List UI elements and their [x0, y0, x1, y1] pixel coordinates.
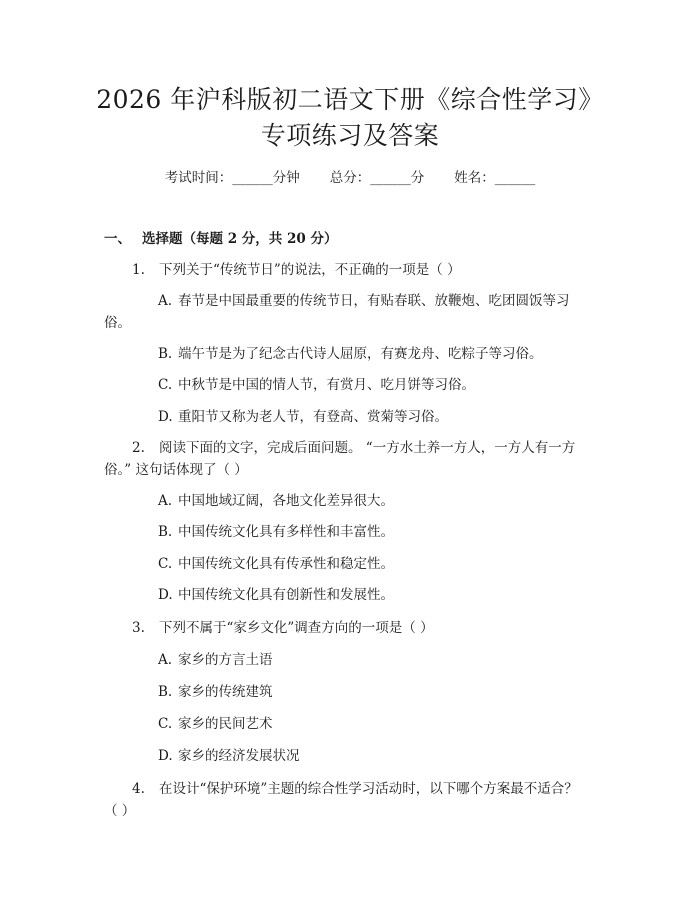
option-letter: D. — [158, 587, 173, 603]
question-4-stem-continued: （ ） — [104, 803, 136, 819]
option-text: 春节是中国最重要的传统节日，有贴春联、放鞭炮、吃团圆饭等习 — [178, 293, 570, 309]
section-heading — [104, 229, 337, 249]
section-title: 选择题（每题 2 分，共 20 分） — [142, 231, 338, 247]
option-letter: C. — [158, 556, 173, 572]
exam-info — [0, 168, 700, 188]
option-letter: C. — [158, 377, 173, 393]
exam-time-field: 考试时间：______分钟 — [164, 170, 300, 186]
question-number: 4. — [132, 781, 145, 797]
question-3-option-d — [158, 746, 300, 766]
option-letter: B. — [158, 346, 173, 362]
question-3-option-b — [158, 682, 273, 702]
question-1-option-d — [158, 407, 448, 427]
question-number: 2. — [132, 440, 145, 456]
question-2-option-b — [158, 522, 394, 542]
question-2-option-a — [158, 491, 394, 511]
option-letter: B. — [158, 524, 173, 540]
question-number: 1. — [132, 262, 145, 278]
option-text: 家乡的方言土语 — [178, 652, 273, 668]
question-1-option-a-continued: 俗。 — [104, 315, 131, 331]
option-letter: D. — [158, 409, 173, 425]
question-1-option-b — [158, 344, 543, 364]
option-letter: B. — [158, 684, 173, 700]
question-1-option-c — [158, 375, 475, 395]
option-text: 家乡的传统建筑 — [178, 684, 273, 700]
option-text: 家乡的民间艺术 — [178, 716, 273, 732]
question-text: 下列不属于“家乡文化”调查方向的一项是（ ） — [159, 620, 434, 636]
document-title-line-1: 2026 年沪科版初二语文下册《综合性学习》 — [96, 85, 604, 114]
question-1-stem — [132, 260, 461, 280]
question-4-stem — [132, 779, 578, 799]
option-text: 重阳节又称为老人节，有登高、赏菊等习俗。 — [178, 409, 448, 425]
option-text: 中国传统文化具有传承性和稳定性。 — [178, 556, 394, 572]
question-1-option-a — [158, 291, 570, 311]
option-text: 中秋节是中国的情人节，有赏月、吃月饼等习俗。 — [178, 377, 475, 393]
option-letter: A. — [158, 493, 173, 509]
section-number: 一、 — [104, 231, 131, 247]
option-text: 端午节是为了纪念古代诗人屈原，有赛龙舟、吃粽子等习俗。 — [178, 346, 543, 362]
student-name-field: 姓名：______ — [454, 170, 536, 186]
question-number: 3. — [132, 620, 145, 636]
question-2-stem-continued: 俗。” 这句话体现了（ ） — [104, 462, 248, 478]
option-text: 家乡的经济发展状况 — [178, 748, 300, 764]
option-text: 中国传统文化具有多样性和丰富性。 — [178, 524, 394, 540]
document-title-line-2: 专项练习及答案 — [260, 121, 440, 150]
question-text: 阅读下面的文字，完成后面问题。 “一方水土养一方人，一方人有一方 — [159, 440, 576, 456]
question-text: 在设计“保护环境”主题的综合性学习活动时，以下哪个方案最不适合？ — [159, 781, 578, 797]
question-3-stem — [132, 618, 434, 638]
option-text: 中国传统文化具有创新性和发展性。 — [178, 587, 394, 603]
question-2-stem — [132, 438, 575, 458]
option-letter: C. — [158, 716, 173, 732]
option-letter: A. — [158, 293, 173, 309]
question-text: 下列关于“传统节日”的说法，不正确的一项是（ ） — [159, 262, 461, 278]
question-2-option-c — [158, 554, 394, 574]
question-2-option-d — [158, 585, 394, 605]
option-letter: A. — [158, 652, 173, 668]
question-3-option-c — [158, 714, 273, 734]
total-score-field: 总分：______分 — [329, 170, 425, 186]
option-letter: D. — [158, 748, 173, 764]
question-3-option-a — [158, 650, 273, 670]
option-text: 中国地域辽阔，各地文化差异很大。 — [178, 493, 394, 509]
